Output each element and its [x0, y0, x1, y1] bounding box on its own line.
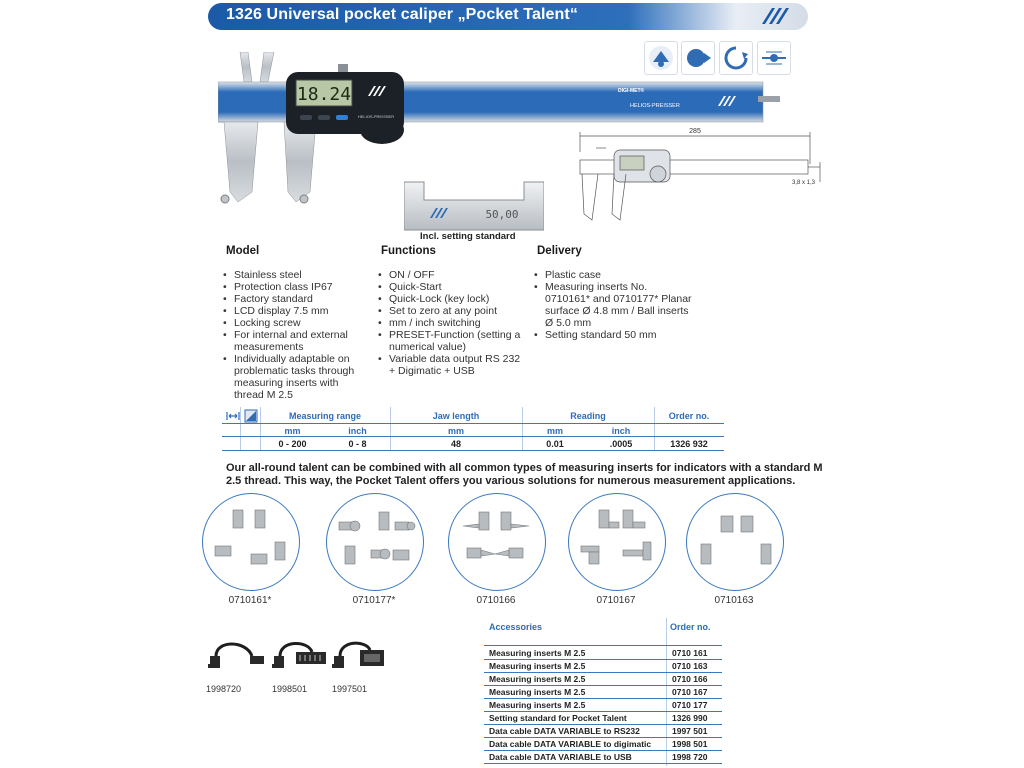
reading-inch-value: .0005	[609, 439, 633, 449]
list-item: • Variable data output RS 232 + Digimatic + USB	[377, 353, 527, 377]
list-item: • Individually adaptable on problematic tasks through measuring inserts with thread M 2.5	[222, 353, 362, 401]
table-cell: 0710 166	[672, 674, 708, 684]
page-title: 1326 Universal pocket caliper „Pocket Talent“	[226, 6, 578, 23]
reading-inch-subheader: inch	[611, 426, 631, 436]
display-brand: HELIOS-PREISSER	[357, 114, 395, 119]
order-no-header: Order no.	[668, 411, 710, 421]
table-cell: 1326 990	[672, 713, 708, 723]
cable-rs232-icon	[330, 636, 388, 676]
setting-standard-caption: Incl. setting standard	[420, 231, 516, 242]
table-row: Measuring inserts M 2.5	[489, 661, 586, 671]
insert-label: 0710166	[476, 595, 516, 606]
cable-digimatic-icon	[268, 636, 330, 676]
brand-logo-icon	[758, 6, 792, 26]
series-label: DIGI-MET®	[618, 88, 645, 94]
model-heading: Model	[226, 245, 260, 257]
table-row: Data cable DATA VARIABLE to RS232	[489, 726, 640, 736]
list-item: • Plastic case	[533, 269, 693, 281]
range-inch-subheader: inch	[348, 426, 367, 436]
list-item: • ON / OFF	[377, 269, 527, 281]
list-item: • For internal and external measurements	[222, 329, 362, 353]
reading-header: Reading	[570, 411, 606, 421]
list-item: • Measuring inserts No. 0710161* and 0710177* Planar surface Ø 4.8 mm / Ball inserts Ø 5.0 mm	[533, 281, 693, 329]
list-item: • Quick-Start	[377, 281, 527, 293]
accuracy-icon	[244, 409, 258, 423]
list-item: • Set to zero at any point	[377, 305, 527, 317]
range-inch-value: 0 - 8	[348, 439, 367, 449]
accessories-order-header: Order no.	[670, 622, 711, 632]
table-row: Measuring inserts M 2.5	[489, 687, 586, 697]
reading-mm-value: 0.01	[546, 439, 564, 449]
list-item: • Quick-Lock (key lock)	[377, 293, 527, 305]
list-item: • PRESET-Function (setting a numerical value)	[377, 329, 527, 353]
functions-list	[377, 269, 527, 377]
insert-circle-0710163	[686, 493, 784, 591]
list-item: • Locking screw	[222, 317, 362, 329]
insert-0710163-icon	[687, 494, 783, 590]
cable-usb-icon	[206, 636, 266, 676]
table-row: Data cable DATA VARIABLE to digimatic	[489, 739, 652, 749]
table-cell: 1998 720	[672, 752, 708, 762]
table-row: Measuring inserts M 2.5	[489, 700, 586, 710]
insert-label: 0710167	[596, 595, 636, 606]
list-item: • Factory standard	[222, 293, 362, 305]
setting-standard-image	[404, 180, 544, 232]
insert-circle-0710161	[202, 493, 300, 591]
range-mm-value: 0 - 200	[278, 439, 307, 449]
description-paragraph: Our all-round talent can be combined with all common types of measuring inserts for indicators with a standard M 2.5 thread. This way, the Pocket Talent offers you various solutions for numerous measurement applications.	[226, 462, 823, 487]
list-item: • mm / inch switching	[377, 317, 527, 329]
caliper-range-icon	[226, 410, 240, 422]
drawing-section-label: 3,8 x 1,3	[792, 180, 816, 186]
insert-0710177-icon	[327, 494, 423, 590]
delivery-heading: Delivery	[537, 245, 582, 257]
jaw-length-header: Jaw length	[432, 411, 480, 421]
table-cell: 0710 177	[672, 700, 708, 710]
insert-0710167-icon	[569, 494, 665, 590]
table-cell: 0710 167	[672, 687, 708, 697]
standard-value: 50,00	[485, 208, 519, 221]
lcd-readout: 18.24	[296, 84, 352, 105]
model-list	[222, 269, 362, 401]
measuring-range-header: Measuring range	[288, 411, 362, 421]
cable-label: 1998501	[272, 684, 308, 694]
technical-drawing	[570, 124, 830, 228]
table-row: Setting standard for Pocket Talent	[489, 713, 627, 723]
order-no-value: 1326 932	[670, 439, 708, 449]
insert-circle-0710177	[326, 493, 424, 591]
table-cell: 0710 163	[672, 661, 708, 671]
table-cell: 0710 161	[672, 648, 708, 658]
insert-circle-0710167	[568, 493, 666, 591]
drawing-length-label: 285	[689, 128, 701, 135]
range-mm-subheader: mm	[284, 426, 301, 436]
cable-label: 1998720	[206, 684, 242, 694]
list-item: • Stainless steel	[222, 269, 362, 281]
list-item: • Setting standard 50 mm	[533, 329, 693, 341]
table-row: Measuring inserts M 2.5	[489, 674, 586, 684]
reading-mm-subheader: mm	[546, 426, 563, 436]
delivery-list	[533, 269, 693, 341]
jaw-mm-subheader: mm	[447, 426, 464, 436]
table-row: Measuring inserts M 2.5	[489, 648, 586, 658]
insert-0710161-icon	[203, 494, 299, 590]
jaw-length-value: 48	[450, 439, 461, 449]
list-item: • Protection class IP67	[222, 281, 362, 293]
insert-label: 0710177*	[352, 595, 396, 606]
spec-table	[222, 407, 724, 451]
insert-label: 0710161*	[228, 595, 272, 606]
table-cell: 1998 501	[672, 739, 708, 749]
insert-label: 0710163	[714, 595, 754, 606]
table-cell: 1997 501	[672, 726, 708, 736]
insert-circle-0710166	[448, 493, 546, 591]
functions-heading: Functions	[381, 245, 436, 257]
list-item: • LCD display 7.5 mm	[222, 305, 362, 317]
accessories-header: Accessories	[489, 622, 543, 632]
insert-0710166-icon	[449, 494, 545, 590]
cable-label: 1997501	[332, 684, 368, 694]
table-row: Data cable DATA VARIABLE to USB	[489, 752, 632, 762]
beam-brand: HELIOS-PREISSER	[630, 103, 680, 109]
